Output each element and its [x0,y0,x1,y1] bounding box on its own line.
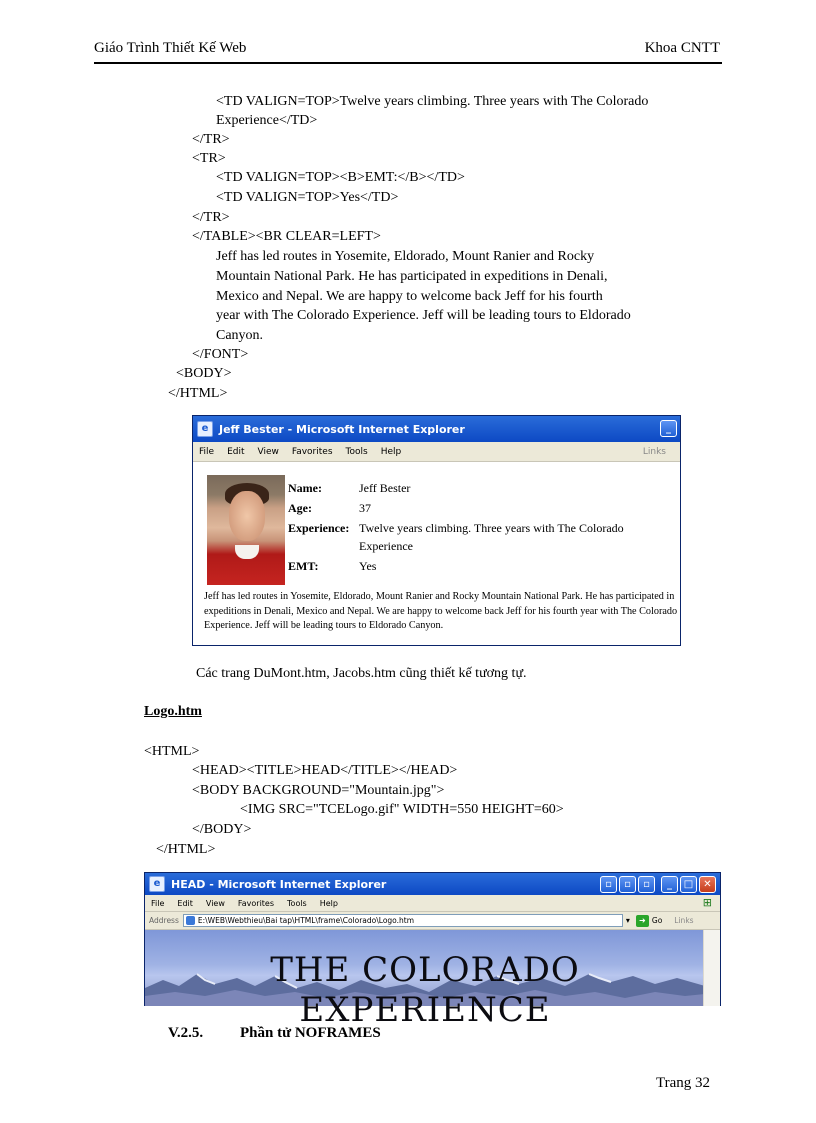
code-line: </HTML> [156,842,216,857]
address-input[interactable] [183,914,623,927]
code-line: </TR> [192,132,230,147]
toolbar-button-2[interactable]: ▫ [619,876,636,893]
section-number: V.2.5. [168,1025,204,1041]
address-label: Address [149,916,179,925]
browser-window-jeff [192,415,681,646]
maximize-button[interactable]: □ [680,876,697,893]
menu-bar [145,895,720,912]
menu-help[interactable]: Help [380,446,402,457]
experience-label: Experience: [288,521,350,535]
code-line: <TR> [192,151,226,166]
ie-icon: e [197,421,213,437]
section-title: Phần tử NOFRAMES [240,1025,381,1041]
name-value: Jeff Bester [359,481,411,495]
ie-icon: e [149,876,165,892]
experience-value-cont: Experience [359,539,413,553]
toolbar-button-1[interactable]: ▫ [600,876,617,893]
scrollbar[interactable] [703,930,720,1006]
menu-favorites[interactable]: Favorites [237,898,275,908]
dropdown-icon[interactable]: ▾ [625,916,630,925]
windows-flag-icon: ⊞ [702,896,712,909]
menu-tools[interactable]: Tools [287,898,307,908]
logo-heading: Logo.htm [144,704,202,719]
menu-view[interactable]: View [205,898,225,908]
code-line: <HTML> [144,744,200,759]
go-icon[interactable]: ➜ [636,915,649,927]
minimize-button[interactable]: _ [661,876,678,893]
menu-tools[interactable]: Tools [345,446,368,457]
code-line: Mexico and Nepal. We are happy to welcome back Jeff for his fourth [216,289,603,304]
browser-titlebar [145,873,720,895]
toolbar-button-3[interactable]: ▫ [638,876,655,893]
menu-favorites[interactable]: Favorites [291,446,333,457]
menu-view[interactable]: View [257,446,279,457]
address-bar [145,912,720,930]
page-number: Trang 32 [656,1075,711,1091]
colorado-logo: THE COLORADO EXPERIENCE [270,950,580,1030]
code-line: </BODY> [192,822,252,837]
browser-title: Jeff Bester - Microsoft Internet Explorer [219,422,465,436]
experience-value: Twelve years climbing. Three years with The Colorado [359,521,624,535]
close-button[interactable]: ✕ [699,876,716,893]
name-label: Name: [288,481,322,495]
code-line: <TD VALIGN=TOP>Yes</TD> [216,190,399,205]
minimize-button[interactable]: _ [660,420,677,437]
menu-file[interactable]: File [151,898,165,908]
menu-edit[interactable]: Edit [177,898,193,908]
code-line: Canyon. [216,328,264,343]
go-button[interactable]: Go [651,916,663,925]
code-line: </FONT> [192,347,249,362]
links-label[interactable]: Links [642,446,666,457]
menu-bar [193,442,680,462]
portrait-photo [207,475,285,585]
menu-help[interactable]: Help [319,898,338,908]
code-line: <BODY> [176,366,232,381]
age-label: Age: [288,501,312,515]
code-line: </TR> [192,210,230,225]
code-line: Mountain National Park. He has participated in expeditions in Denali, [216,269,608,284]
header-left: Giáo Trình Thiết Kế Web [94,40,247,56]
code-line: year with The Colorado Experience. Jeff will be leading tours to Eldorado [216,308,631,323]
menu-edit[interactable]: Edit [227,446,245,457]
browser-titlebar [193,416,680,442]
browser-window-head [144,872,721,1030]
code-line: <BODY BACKGROUND="Mountain.jpg"> [192,783,445,798]
code-line: </TABLE><BR CLEAR=LEFT> [192,229,381,244]
menu-file[interactable]: File [199,446,215,457]
address-text: E:\WEB\Webthieu\Bai tap\HTML\frame\Colorado\Logo.htm [197,916,415,925]
code-line: Experience</TD> [216,113,318,128]
emt-label: EMT: [288,559,319,573]
bio-paragraph: Jeff has led routes in Yosemite, Eldorado, Mount Ranier and Rocky Mountain National Park. He has participated in expeditions in Denali, Mexico and Nepal. We are happy to welcome back Jeff for his fourth year with The Colorado Experience. Jeff will be leading tours to Eldorado Canyon. [204,591,678,631]
code-line: Jeff has led routes in Yosemite, Eldorado, Mount Ranier and Rocky [216,249,595,264]
code-line: <TD VALIGN=TOP>Twelve years climbing. Three years with The Colorado [216,94,649,109]
emt-value: Yes [359,559,377,573]
header-right: Khoa CNTT [644,40,720,56]
page-icon [186,916,195,925]
note-text: Các trang DuMont.htm, Jacobs.htm cũng thiết kế tương tự. [196,666,527,681]
code-line: <IMG SRC="TCELogo.gif" WIDTH=550 HEIGHT=60> [240,802,564,817]
age-value: 37 [359,501,371,515]
mountain-banner [145,930,720,1030]
links-label[interactable]: Links [674,916,694,925]
code-line: </HTML> [168,386,228,401]
code-line: <HEAD><TITLE>HEAD</TITLE></HEAD> [192,763,458,778]
code-line: <TD VALIGN=TOP><B>EMT:</B></TD> [216,170,465,185]
header-rule [94,62,722,64]
browser-title: HEAD - Microsoft Internet Explorer [171,877,387,891]
